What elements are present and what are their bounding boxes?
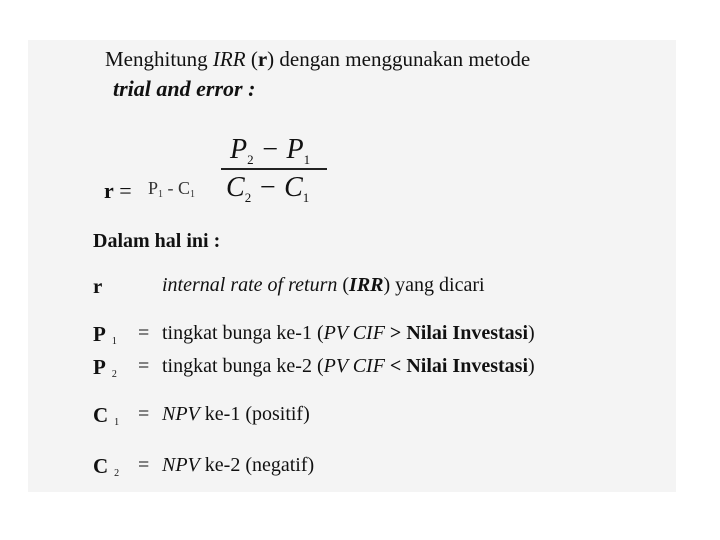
formula-equals: = [113, 178, 132, 203]
def-p1-c: ) [528, 322, 535, 344]
num-p1-index: 1 [303, 152, 311, 167]
def-c1-index: 1 [114, 417, 120, 428]
formula-c-index: 1 [190, 189, 196, 200]
def-r-symbol: r [93, 274, 103, 298]
def-c1-text [162, 403, 310, 426]
def-r-irr: IRR [349, 274, 384, 296]
slide-title [105, 47, 530, 72]
formula-c: C [178, 178, 191, 198]
def-p2-italic: PV CIF [323, 355, 385, 377]
def-p1-bold: > Nilai Investasi [384, 322, 528, 344]
den-c2-index: 2 [244, 190, 252, 205]
formula-r [104, 178, 132, 204]
def-p2-bold: < Nilai Investasi [384, 355, 528, 377]
def-p1-symbol [93, 322, 117, 347]
den-c2: C [226, 172, 245, 203]
den-c1-index: 1 [302, 190, 310, 205]
title-irr: IRR [212, 47, 246, 71]
def-p1-letter: P [93, 322, 106, 346]
def-c2-index: 2 [114, 468, 120, 479]
num-p2-index: 2 [247, 152, 254, 167]
section-heading: Dalam hal ini : [93, 230, 221, 252]
title-text: Menghitung [105, 47, 213, 71]
def-p1-italic: PV CIF [323, 322, 385, 344]
def-c1-a: ke-1 (positif) [199, 403, 310, 425]
formula-p: P [148, 178, 159, 198]
formula-numerator [230, 134, 310, 168]
def-p2-index: 2 [111, 369, 117, 380]
fraction-line [221, 168, 327, 170]
num-minus: − [253, 134, 287, 165]
def-c2-a: ke-2 (negatif) [199, 454, 315, 476]
def-r-text [162, 274, 485, 297]
def-p2-a: tingkat bunga ke-2 ( [162, 355, 324, 377]
def-p1-index: 1 [111, 336, 117, 347]
def-c2-letter: C [93, 454, 109, 478]
def-c1-symbol [93, 403, 119, 428]
def-c2-eq: = [138, 454, 150, 476]
den-c1: C [284, 172, 303, 203]
def-p1-eq: = [138, 322, 150, 344]
def-c1-letter: C [93, 403, 109, 427]
def-r-a: ( [337, 274, 350, 296]
def-p2-text [162, 355, 535, 378]
def-p2-symbol [93, 355, 117, 380]
def-p1-text [162, 322, 535, 345]
def-c2-text [162, 454, 314, 477]
formula-lhs [148, 178, 195, 200]
def-r-italic: internal rate of return [162, 274, 338, 296]
formula-r-symbol: r [104, 178, 114, 203]
formula-minus: - [163, 178, 179, 198]
def-c2-npv: NPV [162, 454, 200, 476]
def-p2-letter: P [93, 355, 106, 379]
def-p1-a: tingkat bunga ke-1 ( [162, 322, 324, 344]
title-text-3: ) dengan menggunakan metode [267, 47, 531, 71]
slide-panel [28, 40, 676, 492]
slide-subtitle: trial and error : [113, 76, 256, 101]
def-c2-symbol [93, 454, 119, 479]
formula-p-index: 1 [158, 189, 164, 200]
title-text-2: ( [245, 47, 258, 71]
def-p2-eq: = [138, 355, 150, 377]
den-minus: − [251, 172, 285, 203]
def-r-b: ) yang dicari [383, 274, 485, 296]
num-p1: P [286, 134, 304, 165]
formula-denominator [226, 172, 309, 206]
def-c1-eq: = [138, 403, 150, 425]
def-p2-c: ) [528, 355, 535, 377]
num-p2: P [230, 134, 248, 165]
def-c1-npv: NPV [162, 403, 200, 425]
title-r: r [257, 47, 268, 71]
